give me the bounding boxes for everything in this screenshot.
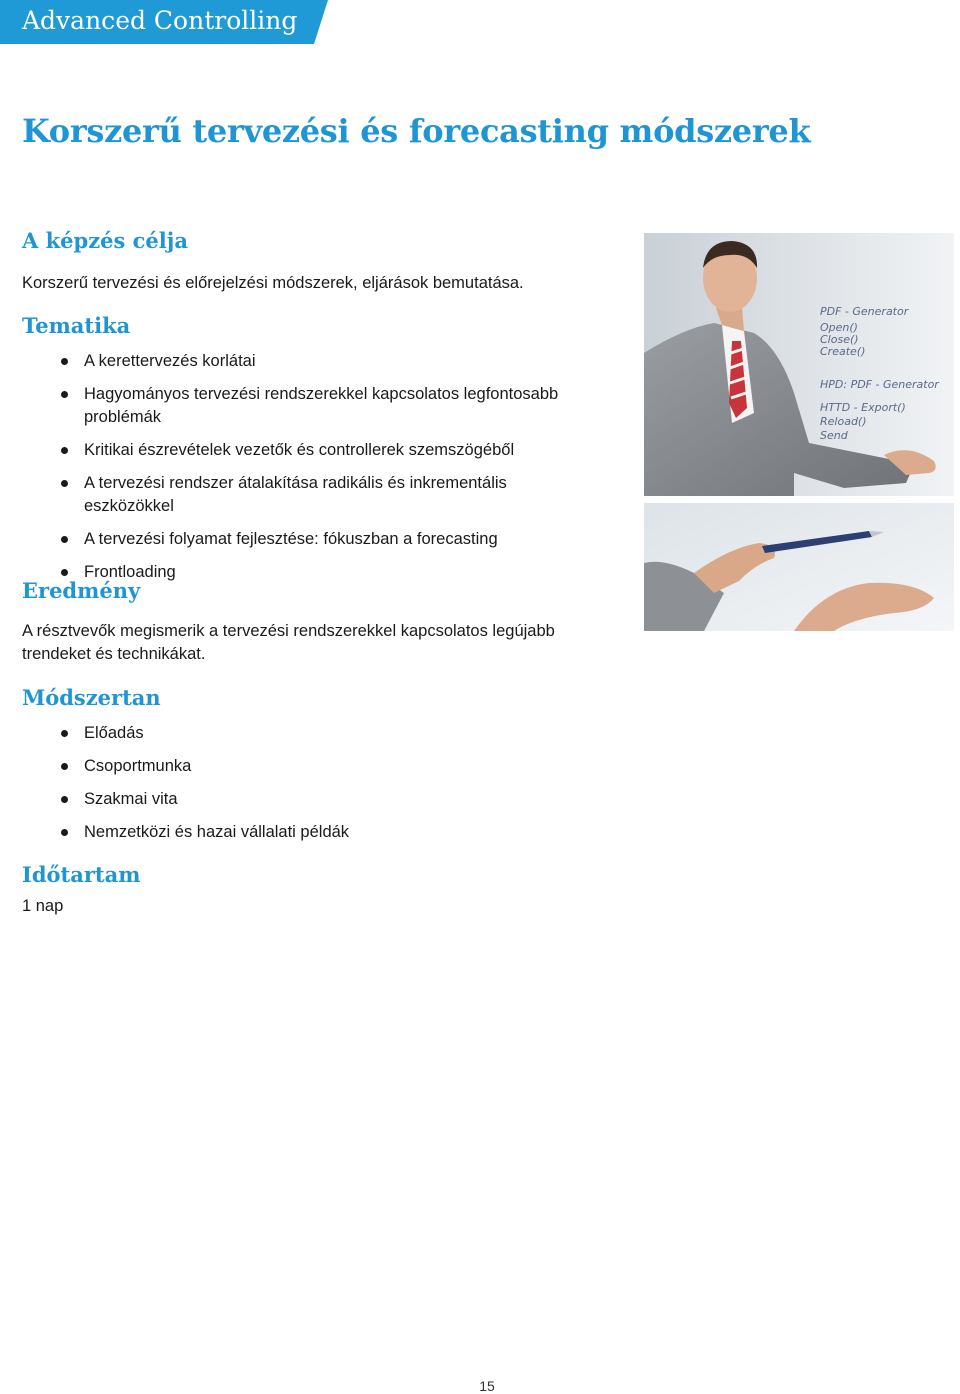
section-heading-idotartam: Időtartam: [22, 862, 141, 887]
section-heading-eredmeny: Eredmény: [22, 578, 141, 603]
page-title: Korszerű tervezési és forecasting módszerek: [22, 112, 811, 150]
whiteboard-text: Close(): [820, 333, 859, 346]
list-item: A tervezési rendszer átalakítása radikális és inkrementális eszközökkel: [22, 472, 582, 518]
list-item: Kritikai észrevételek vezetők és controllerek szemszögéből: [22, 439, 582, 462]
whiteboard-text: HTTD - Export(): [820, 401, 906, 414]
section-heading-cel: A képzés célja: [22, 228, 188, 253]
whiteboard-text: Send: [820, 429, 848, 442]
hands-pen-photo: [644, 503, 954, 631]
whiteboard-text: PDF - Generator: [820, 305, 909, 318]
header-title: Advanced Controlling: [22, 6, 298, 35]
list-item: Frontloading: [22, 561, 582, 584]
list-item: Csoportmunka: [22, 755, 582, 778]
hands-pen-illustration: [644, 503, 954, 631]
list-item: Előadás: [22, 722, 582, 745]
list-item: A tervezési folyamat fejlesztése: fókuszban a forecasting: [22, 528, 582, 551]
list-item: Nemzetközi és hazai vállalati példák: [22, 821, 582, 844]
whiteboard-text: Open(): [820, 321, 858, 334]
modszertan-list: [22, 722, 582, 854]
presenter-photo: [644, 233, 954, 496]
whiteboard-text: Create(): [820, 345, 866, 358]
list-item: Hagyományos tervezési rendszerekkel kapcsolatos legfontosabb problémák: [22, 383, 582, 429]
whiteboard-text: HPD: PDF - Generator: [820, 378, 939, 391]
list-item: Szakmai vita: [22, 788, 582, 811]
cel-text: Korszerű tervezési és előrejelzési módszerek, eljárások bemutatása.: [22, 274, 524, 292]
whiteboard-text: Reload(): [820, 415, 867, 428]
page-number: 15: [479, 1378, 495, 1394]
section-heading-tematika: Tematika: [22, 313, 131, 338]
section-heading-modszertan: Módszertan: [22, 685, 161, 710]
tematika-list: [22, 350, 582, 594]
eredmeny-text: A résztvevők megismerik a tervezési rendszerekkel kapcsolatos legújabb trendeket és technikákat.: [22, 622, 555, 663]
idotartam-text: 1 nap: [22, 897, 64, 915]
presenter-illustration: [644, 233, 954, 496]
list-item: A kerettervezés korlátai: [22, 350, 582, 373]
